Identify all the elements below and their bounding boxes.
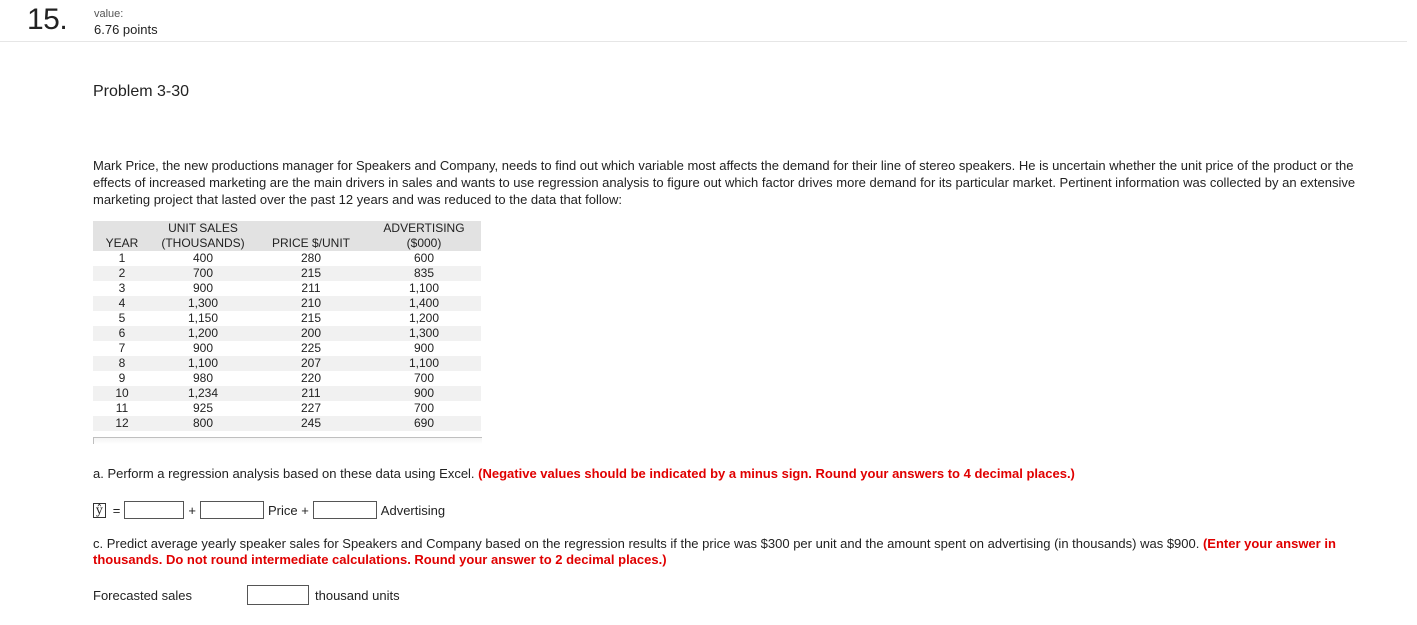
cell-advertising: 700 [413, 371, 435, 385]
cell-unit-sales: 1,200 [151, 326, 255, 341]
cell-advertising: 1,400 [367, 296, 481, 311]
cell-year: 5 [118, 311, 126, 325]
table-header-row [93, 221, 481, 251]
header-advertising: ADVERTISING ($000) [367, 221, 481, 251]
cell-year: 3 [118, 281, 126, 295]
header-divider [0, 41, 1407, 42]
part-a-instruction: (Negative values should be indicated by a minus sign. Round your answers to 4 decimal places.) [478, 466, 1075, 481]
cell-price: 215 [300, 311, 322, 325]
cell-unit-sales: 1,150 [187, 311, 219, 325]
cell-price: 215 [255, 266, 367, 281]
cell-unit-sales: 1,100 [151, 356, 255, 371]
table-row [93, 251, 481, 266]
cell-advertising: 1,300 [367, 326, 481, 341]
value-label: value: [94, 8, 124, 20]
advertising-label: Advertising [380, 502, 446, 518]
cell-year: 7 [118, 341, 126, 355]
table-row [93, 341, 481, 356]
cell-unit-sales: 1,300 [151, 296, 255, 311]
cell-price: 200 [255, 326, 367, 341]
cell-advertising: 690 [367, 416, 481, 431]
cell-year: 12 [93, 416, 151, 431]
forecast-row [93, 584, 400, 606]
cell-price: 210 [255, 296, 367, 311]
problem-intro: Mark Price, the new productions manager for Speakers and Company, needs to find out which variable most affects the demand for their line of stereo speakers. He is uncertain whether the unit price of the product or the effects of increased marketing are the main drivers in sales and wants to use regression analysis to figure out which factor drives more demand for its particular market. Pertinent information was collected by an extensive marketing project that lasted over the past 12 years and was reduced to the data that follow: [93, 158, 1356, 207]
table-bottom-edge [93, 437, 482, 444]
cell-year: 2 [93, 266, 151, 281]
cell-price: 211 [301, 281, 321, 295]
points-value: 6.76 points [94, 22, 158, 37]
cell-unit-sales: 800 [151, 416, 255, 431]
cell-year: 11 [115, 401, 129, 415]
regression-equation [93, 499, 449, 521]
cell-year: 6 [93, 326, 151, 341]
header-year: YEAR [93, 221, 151, 251]
price-label: Price + [267, 502, 309, 518]
forecast-label: Forecasted sales [93, 587, 192, 603]
header-price: PRICE $/UNIT [255, 221, 367, 251]
cell-advertising: 1,200 [408, 311, 440, 325]
cell-unit-sales: 980 [192, 371, 214, 385]
intercept-input[interactable] [124, 501, 184, 519]
cell-advertising: 1,100 [408, 281, 440, 295]
cell-advertising: 700 [413, 401, 435, 415]
part-a-prompt [93, 466, 1393, 481]
cell-unit-sales: 700 [151, 266, 255, 281]
cell-unit-sales: 400 [192, 251, 214, 265]
cell-price: 280 [300, 251, 322, 265]
table-row [93, 356, 481, 371]
cell-price: 245 [255, 416, 367, 431]
cell-price: 211 [255, 386, 367, 401]
table-row [93, 401, 481, 416]
table-row [93, 371, 481, 386]
cell-price: 220 [300, 371, 322, 385]
table-body [93, 251, 481, 431]
cell-year: 8 [93, 356, 151, 371]
part-c-text: c. Predict average yearly speaker sales for Speakers and Company based on the regression results if the price was $300 per unit and the amount spent on advertising (in thousands) was $900. [93, 536, 1203, 551]
cell-unit-sales: 900 [192, 281, 214, 295]
cell-advertising: 600 [413, 251, 435, 265]
cell-year: 1 [118, 251, 126, 265]
question-number: 15. [27, 3, 68, 36]
equals-sign: = [112, 502, 121, 518]
cell-price: 227 [300, 401, 322, 415]
cell-year: 4 [93, 296, 151, 311]
cell-unit-sales: 900 [192, 341, 214, 355]
table-row [93, 296, 481, 311]
price-coefficient-input[interactable] [200, 501, 264, 519]
y-hat-symbol: ŷ [93, 503, 106, 518]
plus-sign: + [188, 502, 196, 518]
cell-year: 9 [118, 371, 126, 385]
cell-price: 225 [300, 341, 322, 355]
table-row [93, 266, 481, 281]
table-row [93, 311, 481, 326]
forecast-input[interactable] [247, 585, 309, 605]
cell-year: 10 [93, 386, 151, 401]
part-a-text: a. Perform a regression analysis based on these data using Excel. [93, 466, 479, 481]
table-row [93, 416, 481, 431]
cell-advertising: 835 [367, 266, 481, 281]
cell-advertising: 1,100 [367, 356, 481, 371]
part-c-prompt [93, 536, 1373, 568]
forecast-unit-label: thousand units [315, 587, 400, 603]
cell-advertising: 900 [413, 341, 435, 355]
part-c-instruction: (Enter your answer in thousands. Do not round intermediate calculations. Round your answer to 2 decimal places.) [93, 536, 1336, 567]
problem-title: Problem 3-30 [93, 83, 190, 100]
header-unit-sales: UNIT SALES (THOUSANDS) [151, 221, 255, 251]
table-row [93, 326, 481, 341]
advertising-coefficient-input[interactable] [313, 501, 377, 519]
cell-unit-sales: 1,234 [151, 386, 255, 401]
table-row [93, 281, 481, 296]
cell-price: 207 [255, 356, 367, 371]
cell-unit-sales: 925 [192, 401, 214, 415]
data-table [93, 221, 481, 431]
cell-advertising: 900 [367, 386, 481, 401]
table-row [93, 386, 481, 401]
